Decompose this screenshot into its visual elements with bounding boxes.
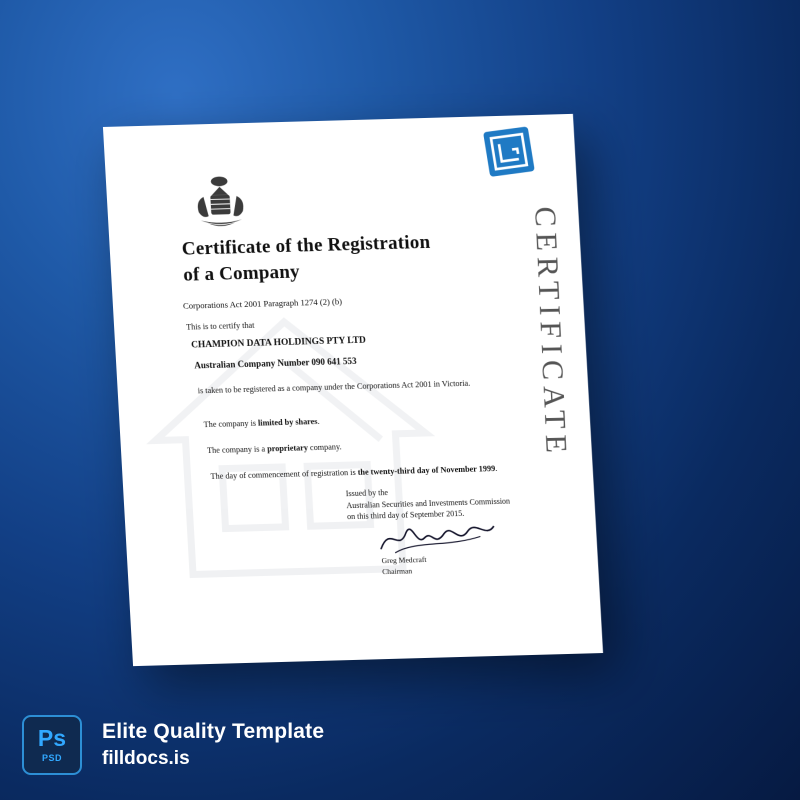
issued-line-3: on this third day of September 2015. bbox=[346, 509, 465, 522]
registered-line: is taken to be registered as a company under the Corporations Act 2001 in Victoria. bbox=[197, 378, 471, 396]
legal-reference: Corporations Act 2001 Paragraph 1274 (2) (b) bbox=[182, 296, 343, 311]
proprietary-line-pre: The company is a bbox=[206, 444, 268, 456]
commencement-line-bold: the twenty-third day of November 1999 bbox=[357, 464, 496, 477]
footer-title: Elite Quality Template bbox=[102, 720, 325, 743]
footer-site: filldocs.is bbox=[102, 748, 190, 769]
signer-name: Greg Medcraft bbox=[381, 554, 427, 566]
certificate-title-line1: Certificate of the Registration bbox=[181, 231, 431, 260]
signer-block bbox=[381, 554, 427, 578]
photoshop-badge-main: Ps bbox=[37, 725, 67, 751]
proprietary-line-post: company. bbox=[307, 442, 342, 453]
shares-line-post: . bbox=[317, 416, 320, 426]
certify-line: This is to certify that bbox=[185, 320, 255, 332]
shares-line-pre: The company is bbox=[203, 418, 259, 430]
certificate-title-line2: of a Company bbox=[182, 261, 301, 286]
commencement-line bbox=[210, 464, 497, 481]
proprietary-line bbox=[207, 442, 342, 455]
company-name: CHAMPION DATA HOLDINGS PTY LTD bbox=[190, 335, 367, 351]
side-watermark-text: CERTIFICATE bbox=[528, 206, 574, 460]
footer-text bbox=[102, 720, 324, 770]
proprietary-line-bold: proprietary bbox=[266, 443, 309, 454]
signature-icon bbox=[375, 516, 497, 557]
photoshop-badge-sub: PSD bbox=[41, 753, 62, 763]
shares-line-bold: limited by shares bbox=[257, 416, 318, 428]
acn-line: Australian Company Number 090 641 553 bbox=[194, 355, 357, 371]
certificate-page bbox=[103, 114, 603, 666]
signer-title: Chairman bbox=[381, 566, 413, 577]
shares-line bbox=[203, 417, 319, 429]
certificate-title bbox=[181, 228, 484, 288]
certificate-sheet bbox=[103, 114, 603, 666]
photoshop-badge-icon bbox=[22, 715, 82, 775]
issued-line-1: Issued by the bbox=[345, 488, 389, 499]
footer-bar bbox=[0, 690, 800, 800]
commencement-line-post: . bbox=[494, 463, 498, 474]
commencement-line-pre: The day of commencement of registration is bbox=[210, 467, 358, 481]
issued-line-2: Australian Securities and Investments Commission bbox=[346, 496, 511, 510]
